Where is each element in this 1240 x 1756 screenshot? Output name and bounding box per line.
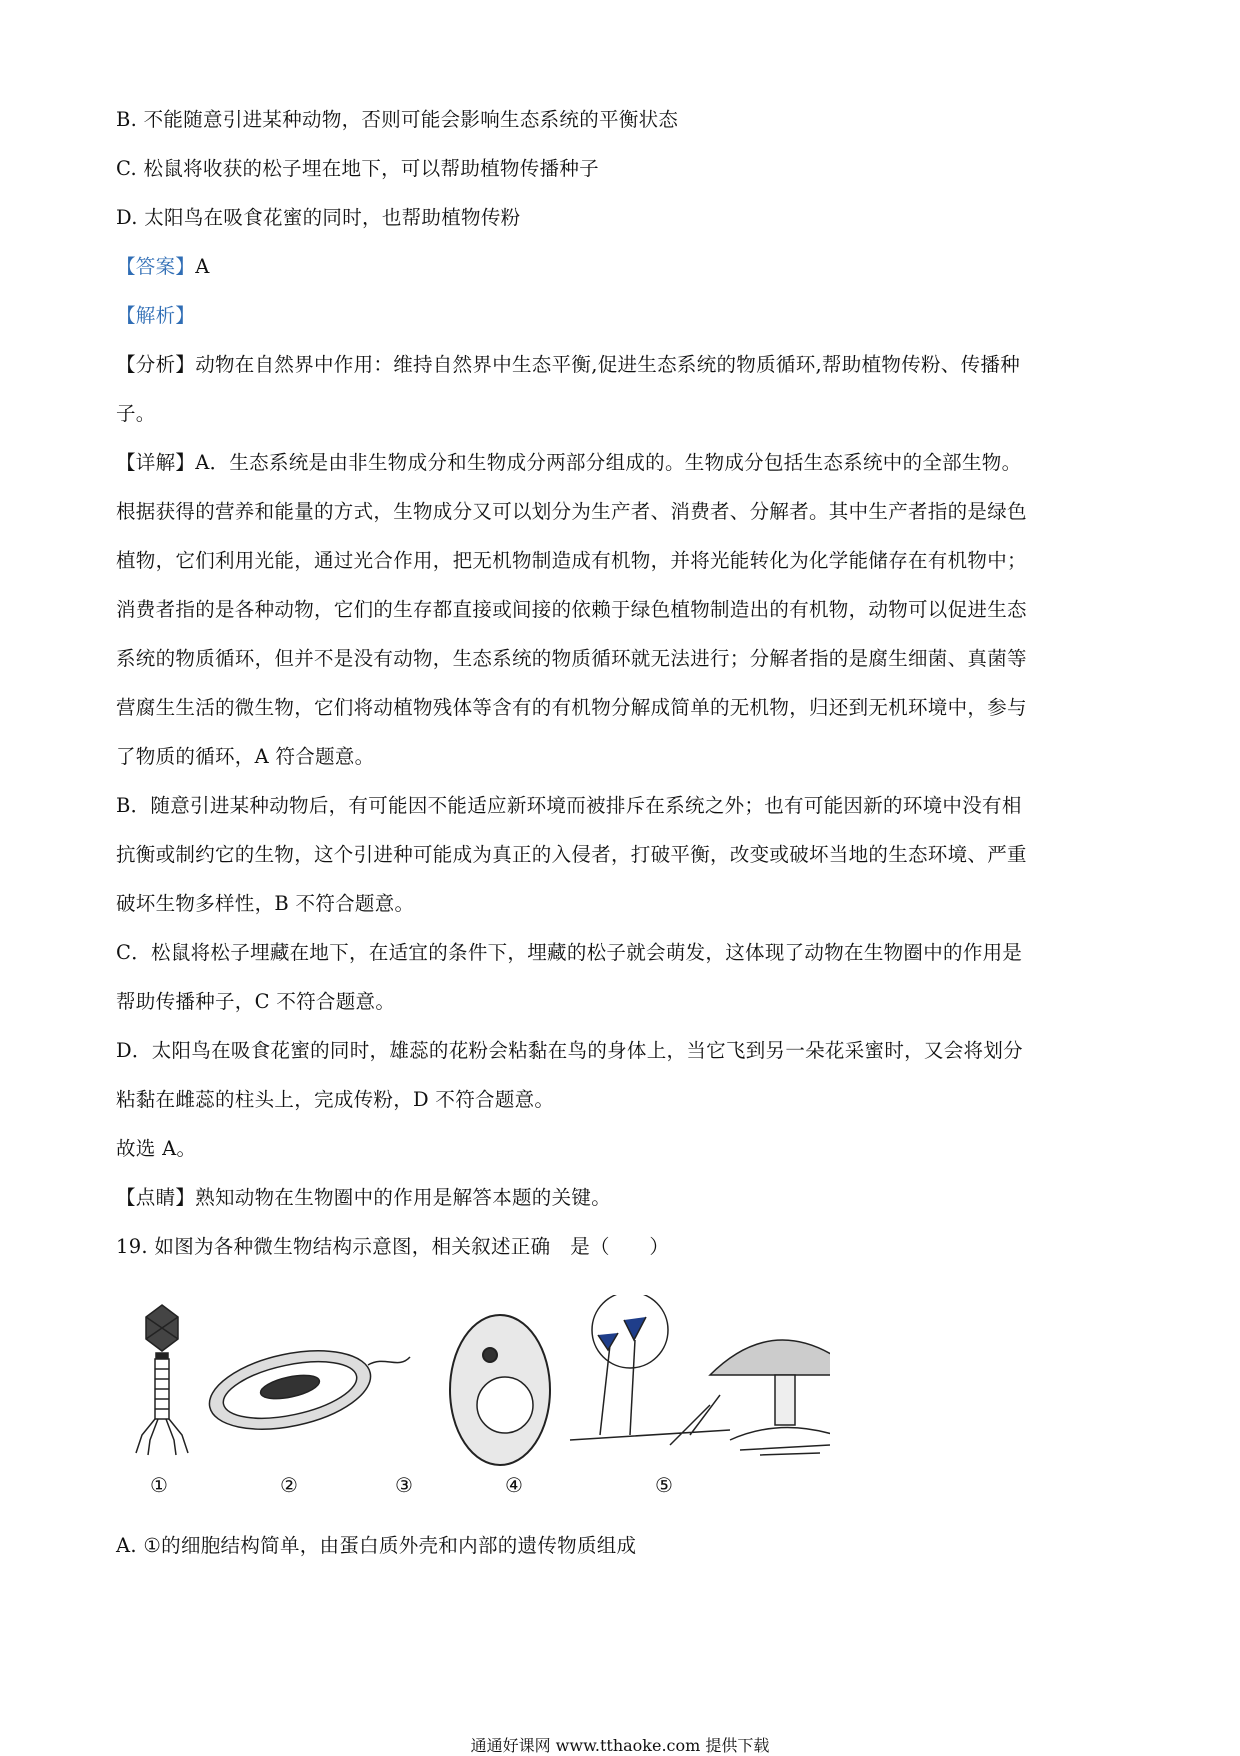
detail-d-line-2: 粘黏在雌蕊的柱头上，完成传粉，D 不符合题意。 (116, 1088, 555, 1111)
figure-label-1: ① (150, 1473, 168, 1497)
microorganism-illustration (130, 1295, 830, 1475)
microorganism-figure (130, 1295, 830, 1515)
answer-line (116, 253, 210, 281)
detail-a-line-4: 消费者指的是各种动物，它们的生存都直接或间接的依赖于绿色植物制造出的有机物，动物可以促进生态 (116, 598, 1027, 621)
figure-label-3: ③ (395, 1473, 413, 1497)
detail-b-line-2: 抗衡或制约它的生物，这个引进种可能成为真正的入侵者，打破平衡，改变或破坏当地的生态环境、严重 (116, 843, 1027, 866)
detail-d-line-1: D．太阳鸟在吸食花蜜的同时，雄蕊的花粉会粘黏在鸟的身体上，当它飞到另一朵花采蜜时，又会将划分 (116, 1039, 1023, 1062)
mushroom-drawing (710, 1340, 830, 1455)
detail-a-line-5: 系统的物质循环，但并不是没有动物，生态系统的物质循环就无法进行；分解者指的是腐生细菌、真菌等 (116, 647, 1027, 670)
footer: 通通好课网 www.tthaoke.com 提供下载 (470, 1736, 770, 1755)
dianjing-tag: 【点睛】 (116, 1186, 196, 1209)
detail-c-line-2: 帮助传播种子，C 不符合题意。 (116, 990, 396, 1013)
dianjing-text: 熟知动物在生物圈中的作用是解答本题的关键。 (195, 1186, 612, 1209)
answer-value: A (195, 255, 210, 278)
dianjing-line (116, 1184, 611, 1212)
bacteriophage-drawing (136, 1305, 188, 1455)
fenxi-line-1 (116, 351, 1020, 379)
fenxi-tag: 【分析】 (116, 353, 196, 376)
detail-b-line-1: B．随意引进某种动物后，有可能因不能适应新环境而被排斥在系统之外；也有可能因新的环境中没有相 (116, 794, 1022, 817)
analysis-tag: 【解析】 (116, 304, 196, 327)
detail-tag: 【详解】 (116, 451, 196, 474)
detail-a-line-7: 了物质的循环，A 符合题意。 (116, 745, 375, 768)
detail-a-line-1 (116, 449, 1021, 477)
detail-b-line-3: 破坏生物多样性，B 不符合题意。 (116, 892, 415, 915)
fenxi-line-2: 子。 (116, 402, 156, 425)
option-a-q19: A. ①的细胞结构简单，由蛋白质外壳和内部的遗传物质组成 (116, 1534, 637, 1557)
detail-a-line-2: 根据获得的营养和能量的方式，生物成分又可以划分为生产者、消费者、分解者。其中生产者指的是绿色 (116, 500, 1027, 523)
option-b: B. 不能随意引进某种动物，否则可能会影响生态系统的平衡状态 (116, 108, 679, 131)
option-d: D. 太阳鸟在吸食花蜜的同时，也帮助植物传粉 (116, 206, 521, 229)
answer-tag: 【答案】 (116, 255, 196, 278)
figure-label-4: ④ (505, 1473, 523, 1497)
detail-a-text: A．生态系统是由非生物成分和生物成分两部分组成的。生物成分包括生态系统中的全部生物。 (195, 451, 1022, 474)
detail-a-line-3: 植物，它们利用光能，通过光合作用，把无机物制造成有机物，并将光能转化为化学能储存在有机物中； (116, 549, 1027, 572)
figure-label-2: ② (280, 1473, 298, 1497)
yeast-drawing (450, 1315, 550, 1465)
detail-a-line-6: 营腐生生活的微生物，它们将动植物残体等含有的有机物分解成简单的无机物，归还到无机环境中，参与 (116, 696, 1027, 719)
fenxi-text: 动物在自然界中作用：维持自然界中生态平衡,促进生态系统的物质循环,帮助植物传粉、传播种 (195, 353, 1021, 376)
question-19: 19. 如图为各种微生物结构示意图，相关叙述正确 是（ ） (116, 1235, 670, 1258)
detail-c-line-1: C．松鼠将松子埋藏在地下，在适宜的条件下，埋藏的松子就会萌发，这体现了动物在生物圈中的作用是 (116, 941, 1023, 964)
penicillium-drawing (570, 1295, 730, 1445)
bacterium-drawing (202, 1338, 410, 1443)
option-c: C. 松鼠将收获的松子埋在地下，可以帮助植物传播种子 (116, 157, 599, 180)
figure-label-5: ⑤ (655, 1473, 673, 1497)
conclusion: 故选 A。 (116, 1137, 197, 1160)
